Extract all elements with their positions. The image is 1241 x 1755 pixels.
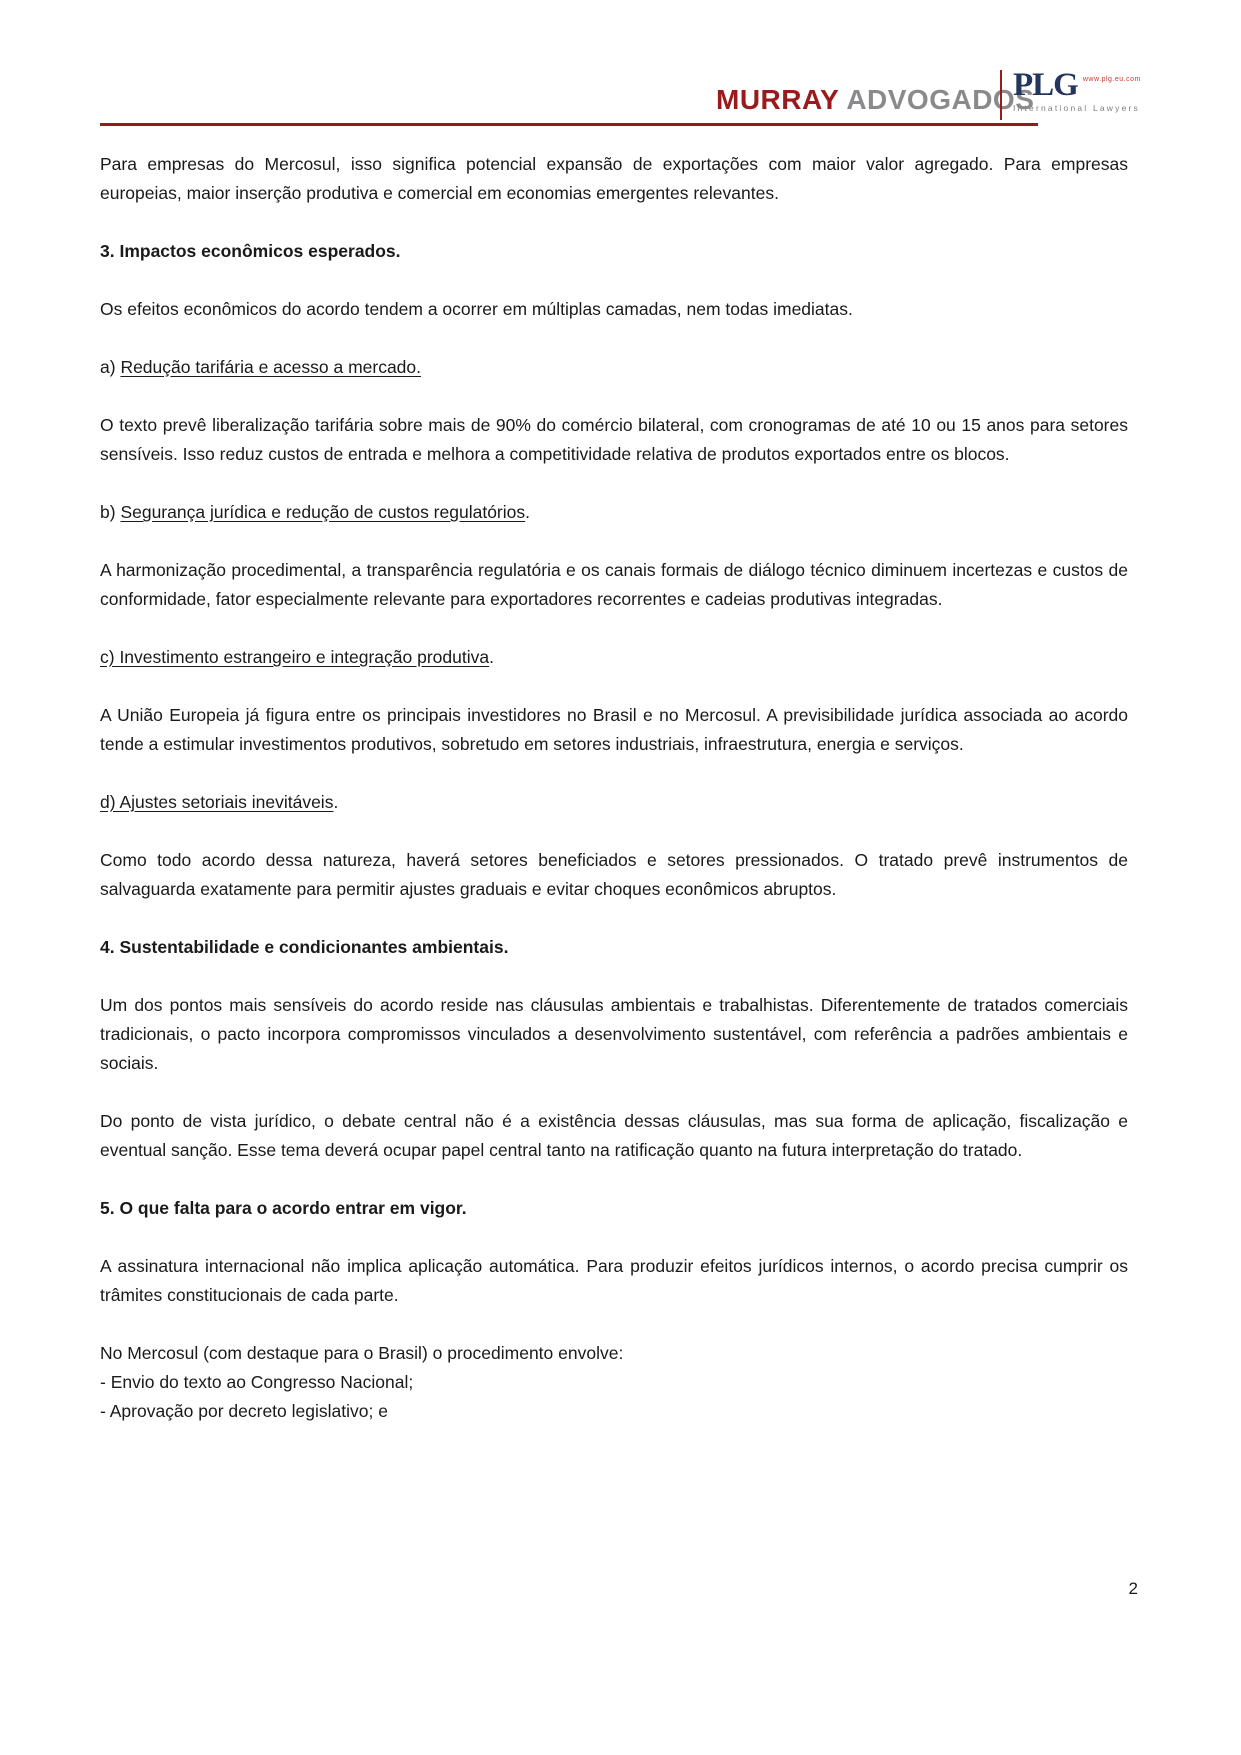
subsection-c-suffix: . <box>489 647 494 667</box>
procedure-list-item-2: - Aprovação por decreto legislativo; e <box>100 1401 388 1421</box>
paragraph-section4-b: Do ponto de vista jurídico, o debate central não é a existência dessas cláusulas, mas sua forma de aplicação, fiscalização e eventual sanção. Esse tema deverá ocupar papel central tanto na ratificação quanto na futura interpretação do tratado. <box>100 1111 1128 1160</box>
page-number: 2 <box>1128 1579 1138 1598</box>
subsection-a-title <box>100 353 1128 382</box>
document-body <box>100 150 1128 1426</box>
subsection-c-label: c) Investimento estrangeiro e integração produtiva <box>100 647 490 667</box>
paragraph-intro: Para empresas do Mercosul, isso significa potencial expansão de exportações com maior valor agregado. Para empresas europeias, maior inserção produtiva e comercial em economias emergentes relevantes. <box>100 154 1128 203</box>
firm-wordmark-advogados: ADVOGADOS <box>846 84 1035 115</box>
plg-logo-monogram: PLG <box>1013 67 1078 103</box>
paragraph-subsection-d: Como todo acordo dessa natureza, haverá setores beneficiados e setores pressionados. O tratado prevê instrumentos de salvaguarda exatamente para permitir ajustes graduais e evitar choques econômicos abruptos. <box>100 850 1128 899</box>
paragraph-section5-a: A assinatura internacional não implica aplicação automática. Para produzir efeitos jurídicos internos, o acordo precisa cumprir os trâmites constitucionais de cada parte. <box>100 1256 1128 1305</box>
paragraph-subsection-c: A União Europeia já figura entre os principais investidores no Brasil e no Mercosul. A previsibilidade jurídica associada ao acordo tende a estimular investimentos produtivos, sobretudo em setores industriais, infraestrutura, energia e serviços. <box>100 705 1128 754</box>
firm-wordmark-murray: MURRAY <box>716 84 840 115</box>
section-heading-3: 3. Impactos econômicos esperados. <box>100 241 401 261</box>
plg-logo-tagline: International Lawyers <box>1013 103 1140 113</box>
procedure-list-item-1: - Envio do texto ao Congresso Nacional; <box>100 1372 414 1392</box>
plg-logo-website: www.plg.eu.com <box>1082 76 1141 83</box>
paragraph-section4-a: Um dos pontos mais sensíveis do acordo reside nas cláusulas ambientais e trabalhistas. Diferentemente de tratados comerciais tradicionais, o pacto incorpora compromissos vinculados a desenvolvimento sustentável, com referência a padrões ambientais e sociais. <box>100 995 1128 1073</box>
plg-logo <box>1000 67 1141 120</box>
section-heading-4: 4. Sustentabilidade e condicionantes ambientais. <box>100 937 509 957</box>
paragraph-subsection-b: A harmonização procedimental, a transparência regulatória e os canais formais de diálogo técnico diminuem incertezas e custos de conformidade, fator especialmente relevante para exportadores recorrentes e cadeias produtivas integradas. <box>100 560 1128 609</box>
paragraph-section3-intro: Os efeitos econômicos do acordo tendem a ocorrer em múltiplas camadas, nem todas imediatas. <box>100 299 853 319</box>
subsection-b-suffix: . <box>525 502 530 522</box>
subsection-d-suffix: . <box>333 792 339 812</box>
subsection-d-label: d) Ajustes setoriais inevitáveis <box>100 792 334 812</box>
subsection-b-label: Segurança jurídica e redução de custos regulatórios <box>120 502 526 522</box>
firm-wordmark <box>716 84 1034 116</box>
subsection-a-prefix: a) <box>100 357 121 377</box>
paragraph-subsection-a: O texto prevê liberalização tarifária sobre mais de 90% do comércio bilateral, com cronogramas de até 10 ou 15 anos para setores sensíveis. Isso reduz custos de entrada e melhora a competitividade relativa de produtos exportados entre os blocos. <box>100 415 1128 464</box>
header-divider-line <box>100 123 1038 126</box>
subsection-c-title <box>100 643 1128 672</box>
subsection-b-title <box>100 498 1128 527</box>
subsection-b-prefix: b) <box>100 502 121 522</box>
procedure-intro-line: No Mercosul (com destaque para o Brasil) o procedimento envolve: <box>100 1343 624 1363</box>
subsection-d-title <box>100 788 1128 817</box>
section-heading-5: 5. O que falta para o acordo entrar em vigor. <box>100 1198 467 1218</box>
subsection-a-label: Redução tarifária e acesso a mercado. <box>120 357 422 377</box>
